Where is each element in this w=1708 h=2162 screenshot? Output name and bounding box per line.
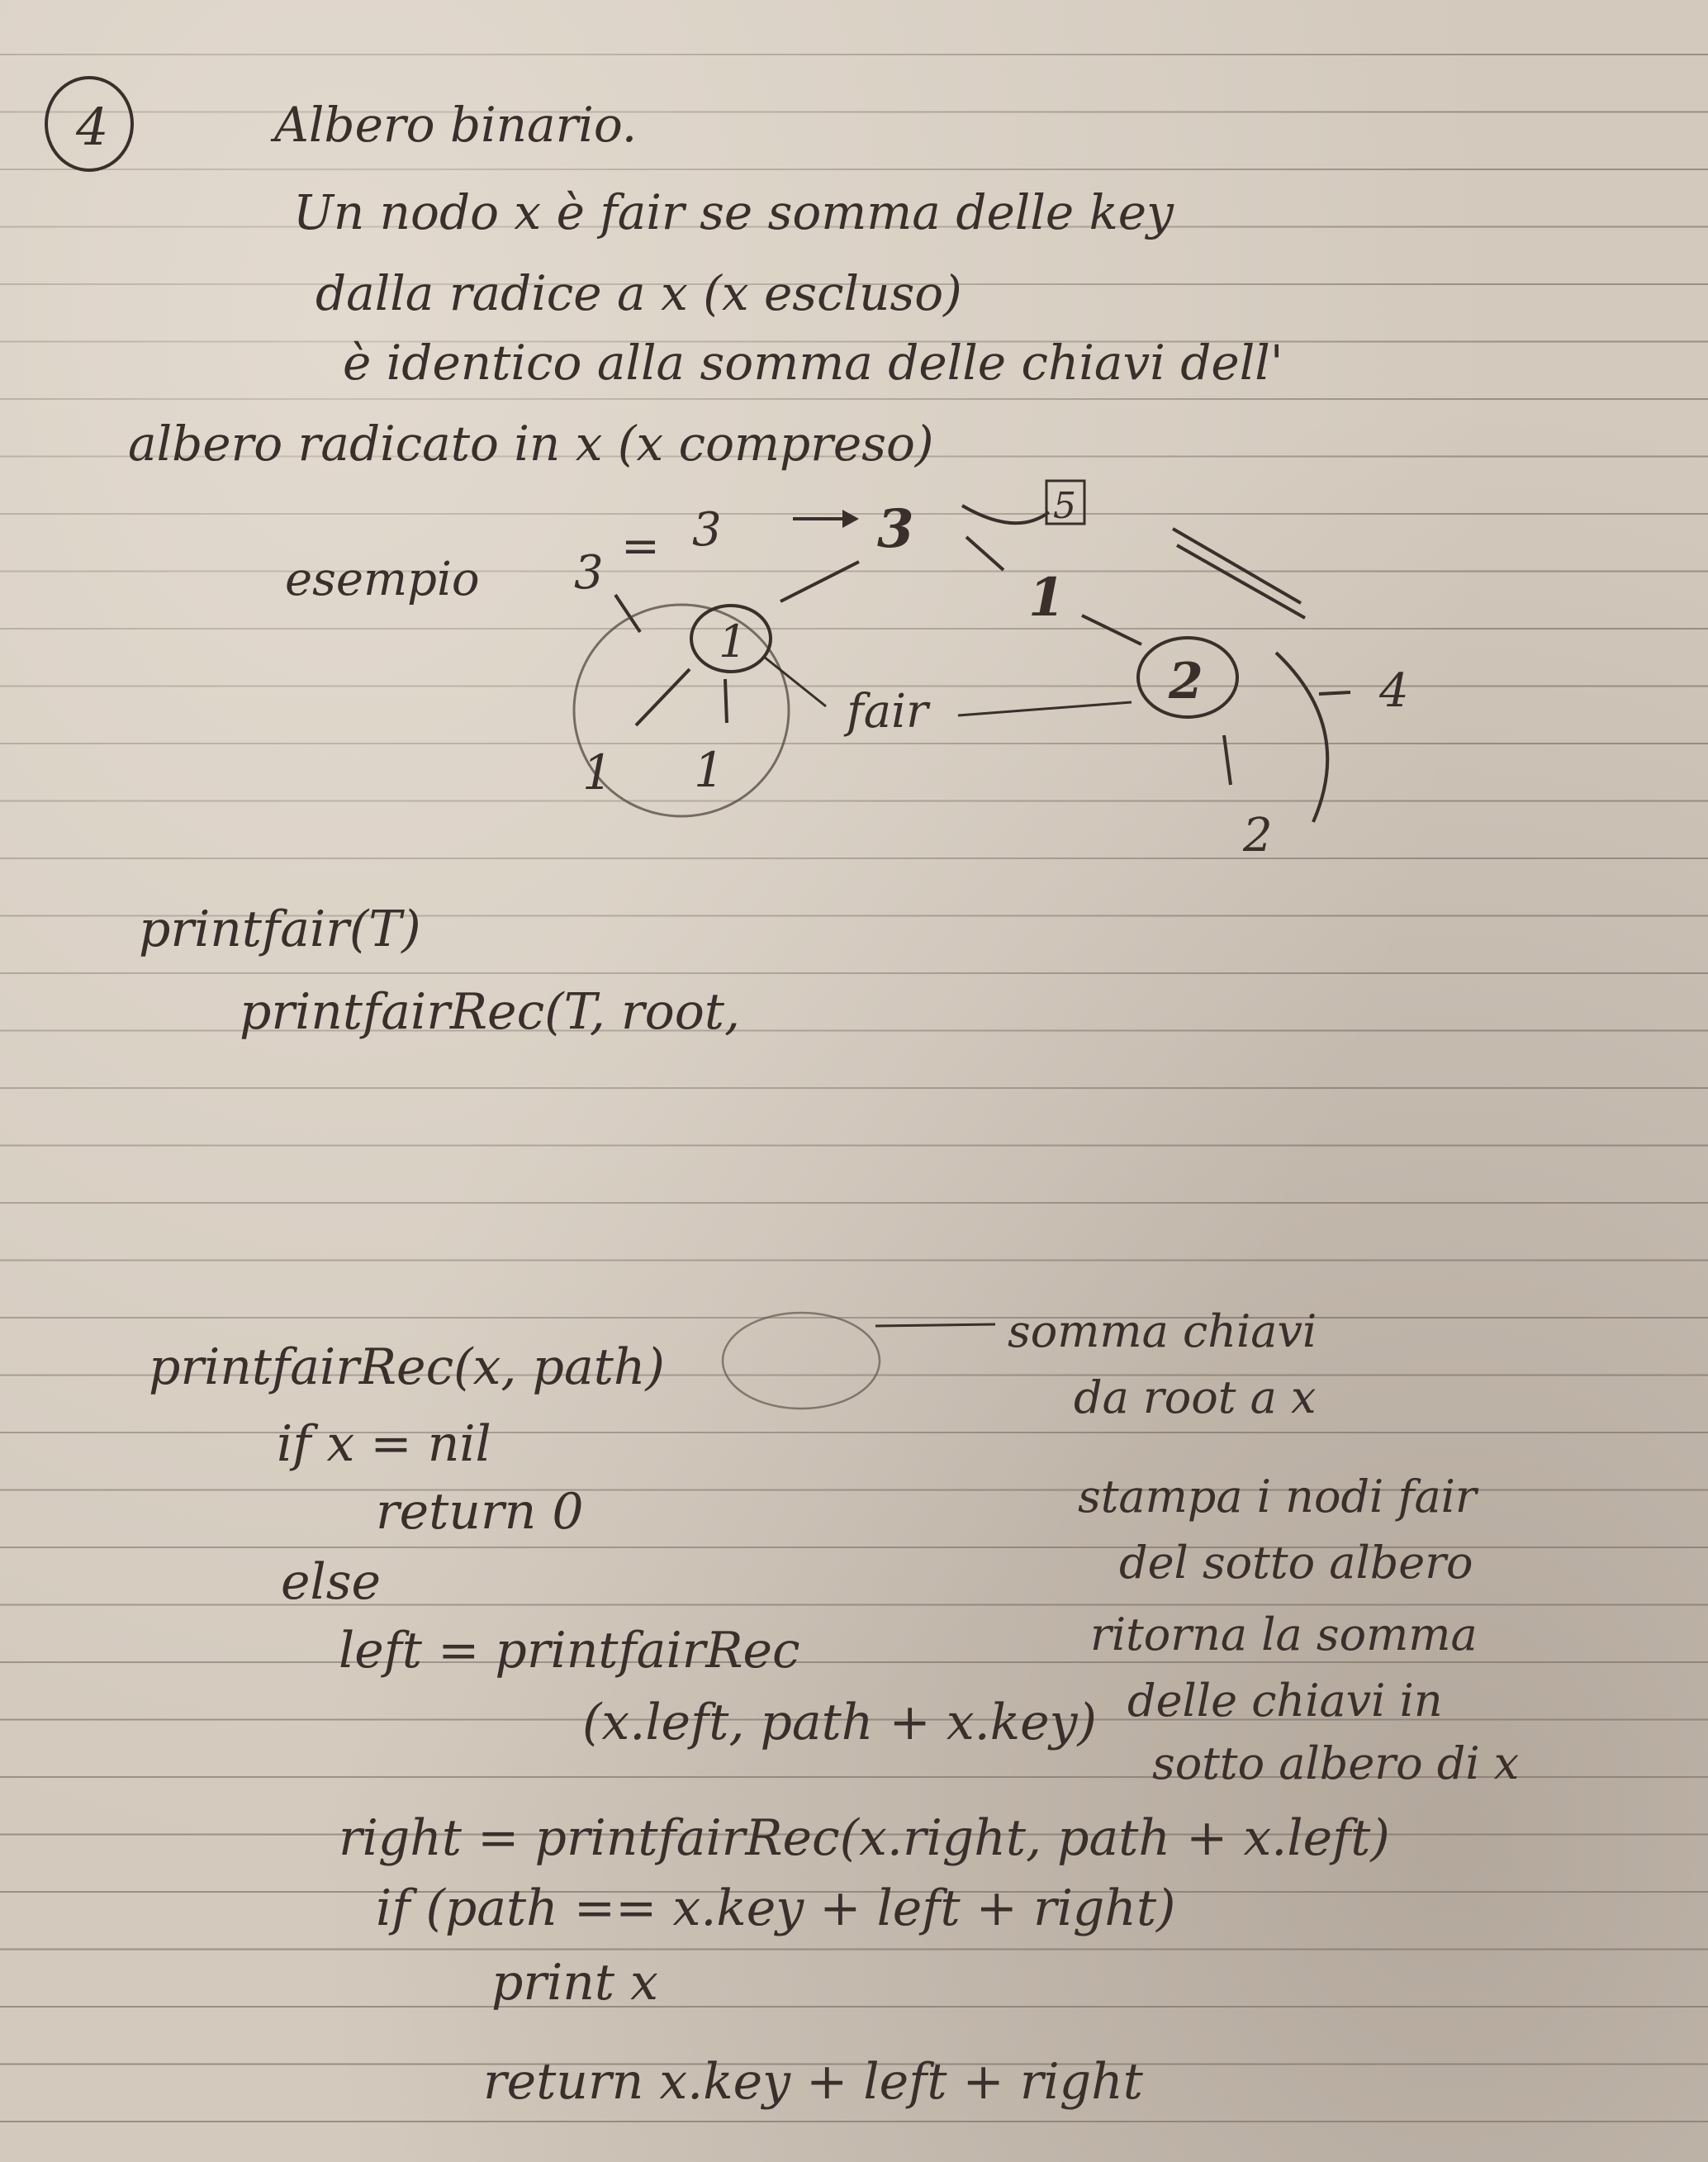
fair-pointer-1 bbox=[764, 657, 826, 706]
printfair-call: printfairRec(T, root, bbox=[240, 983, 741, 1041]
edge-2-child bbox=[1224, 735, 1231, 785]
decor-curve bbox=[962, 506, 1049, 523]
statement-line-2: dalla radice a x (x escluso) bbox=[316, 265, 962, 321]
diagram-boxed-value: 5 bbox=[1053, 485, 1076, 527]
rec-if-path: if (path == x.key + left + right) bbox=[376, 1879, 1176, 1937]
desc-line-2: del sotto albero bbox=[1119, 1537, 1473, 1589]
sum-arrow-head bbox=[842, 510, 859, 528]
decor-line-1 bbox=[1173, 529, 1301, 603]
rec-return: return x.key + left + right bbox=[483, 2053, 1143, 2111]
path-param-circle bbox=[719, 1307, 884, 1414]
edge-1-2 bbox=[1082, 615, 1141, 644]
exercise-number: 4 bbox=[76, 97, 109, 157]
diagram-equals: = bbox=[621, 520, 660, 573]
desc-line-1: stampa i nodi fair bbox=[1078, 1471, 1477, 1523]
rec-left: left = printfairRec bbox=[339, 1622, 800, 1680]
right-leaf-label: 1 bbox=[694, 742, 724, 798]
path-note-line-1: somma chiavi bbox=[1008, 1305, 1317, 1357]
statement-line-3: è identico alla somma delle chiavi dell' bbox=[343, 335, 1283, 391]
edge-root-right bbox=[966, 537, 1003, 570]
diagram-arrow-value: 3 bbox=[877, 498, 914, 560]
statement-title: Albero binario. bbox=[274, 97, 638, 153]
left-leaf-label: 1 bbox=[582, 744, 613, 801]
rec-left-args: (x.left, path + x.key) bbox=[582, 1694, 1097, 1751]
statement-line-4: albero radicato in x (x compreso) bbox=[128, 416, 934, 472]
desc-line-3: ritorna la somma bbox=[1090, 1608, 1478, 1661]
rec-right: right = printfairRec(x.right, path + x.left) bbox=[339, 1809, 1390, 1867]
node-2-label: 2 bbox=[1169, 653, 1203, 710]
diagram-sum-mid: 3 bbox=[692, 503, 722, 557]
printfair-signature: printfair(T) bbox=[139, 900, 421, 958]
subtree-arc bbox=[1276, 653, 1327, 822]
fair-pointer-2 bbox=[958, 702, 1132, 715]
diagram-sum-left: 3 bbox=[574, 546, 604, 600]
edge-1fair-leftleaf bbox=[636, 669, 690, 725]
path-note-line-2: da root a x bbox=[1074, 1371, 1317, 1423]
statement-line-1: Un nodo x è fair se somma delle key bbox=[293, 184, 1174, 240]
rec-return-0: return 0 bbox=[376, 1483, 584, 1541]
rec-else: else bbox=[281, 1553, 381, 1611]
decor-line-2 bbox=[1177, 545, 1305, 618]
node-fair-label: 1 bbox=[719, 615, 747, 668]
rec-if-nil: if x = nil bbox=[277, 1415, 491, 1473]
edge-1fair-rightleaf bbox=[725, 679, 727, 723]
fair-label: fair bbox=[847, 685, 928, 739]
rec-signature: printfairRec(x, path) bbox=[149, 1338, 665, 1396]
rec-print-x: print x bbox=[491, 1954, 658, 2012]
edge-root-left bbox=[780, 562, 859, 601]
subtree-sum-tick bbox=[1319, 692, 1350, 694]
diagram-label: esempio bbox=[285, 553, 480, 606]
child-value-label: 2 bbox=[1243, 809, 1273, 862]
desc-line-5: sotto albero di x bbox=[1152, 1737, 1520, 1789]
node-1-label: 1 bbox=[1028, 567, 1065, 629]
desc-line-4: delle chiavi in bbox=[1127, 1675, 1443, 1727]
path-note-connector bbox=[875, 1318, 999, 1334]
subtree-sum-label: 4 bbox=[1379, 664, 1409, 718]
